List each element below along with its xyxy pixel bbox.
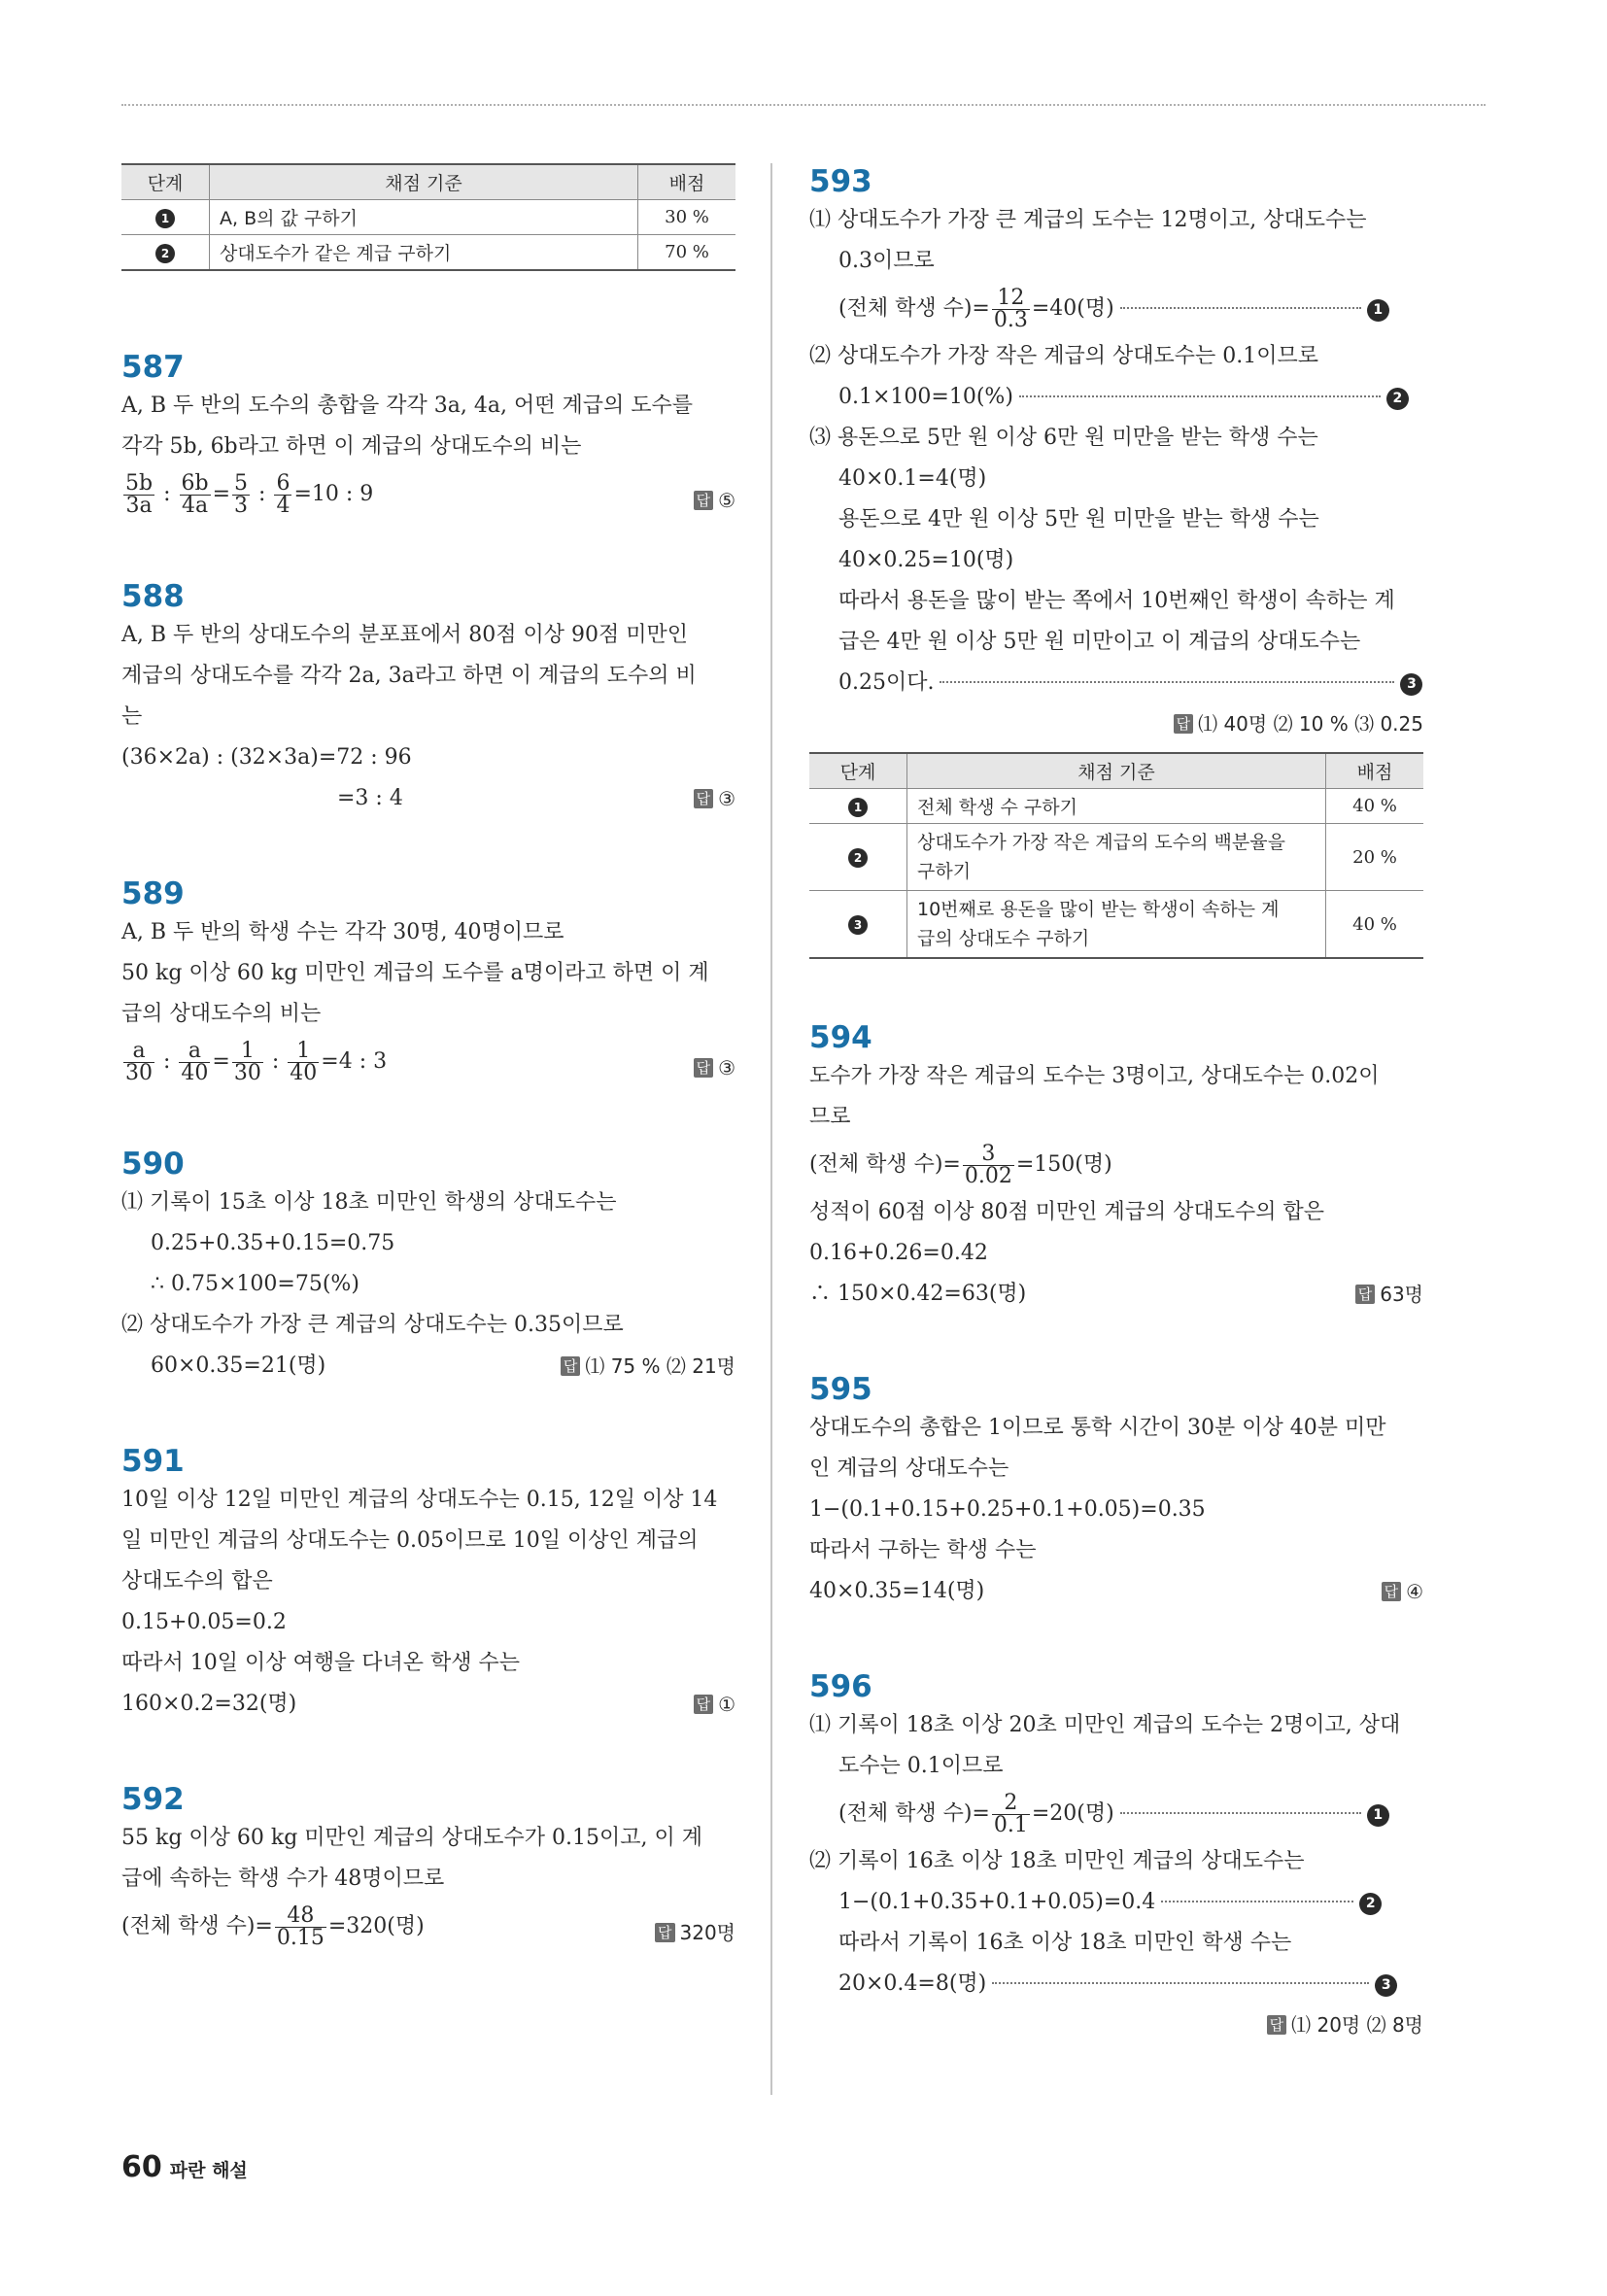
problem-number: 589 xyxy=(121,876,185,911)
solution-line: 므로 xyxy=(809,1105,851,1129)
solution-line: A, B 두 반의 학생 수는 각각 30명, 40명이므로 xyxy=(121,920,564,944)
fraction-denominator: 4a xyxy=(182,493,209,518)
criteria-cell xyxy=(907,789,1326,824)
score-cell: 30 % xyxy=(638,200,736,235)
equation-result: =150(명) xyxy=(1015,1152,1112,1177)
answer-badge: 답 xyxy=(694,1058,714,1078)
answer-badge: 답 xyxy=(1174,714,1194,734)
step-header: 단계 xyxy=(809,753,907,789)
solution-line: 용돈으로 4만 원 이상 5만 원 미만을 받는 학생 수는 xyxy=(838,507,1319,531)
answer-value: 63명 xyxy=(1380,1283,1423,1306)
solution-line: ⑵ 기록이 16초 이상 18초 미만인 계급의 상대도수는 xyxy=(809,1849,1305,1873)
solution-line: 급의 상대도수의 비는 xyxy=(121,1002,322,1026)
solution-text: 0.1×100=10(%) xyxy=(838,385,1013,409)
solution-line xyxy=(809,377,1423,418)
leader-dots xyxy=(1120,1812,1361,1814)
fraction-denominator: 0.3 xyxy=(993,307,1028,332)
step-mark-1-icon: 1 xyxy=(1367,1804,1389,1827)
criteria-header: 채점 기준 xyxy=(907,753,1326,789)
grading-row xyxy=(809,891,1423,959)
solution-line: 따라서 구하는 학생 수는 xyxy=(809,1538,1037,1562)
problem-596 xyxy=(809,1668,1423,2045)
problem-number: 593 xyxy=(809,164,872,199)
column-divider xyxy=(770,163,772,2095)
solution-text: 0.25이다. xyxy=(838,670,935,695)
solution-line: 급은 4만 원 이상 5만 원 미만이고 이 계급의 상대도수는 xyxy=(838,630,1361,654)
step-mark-1-icon: 1 xyxy=(1367,299,1389,322)
problem-number: 587 xyxy=(121,350,185,385)
solution-equation xyxy=(121,467,735,522)
fraction-numerator: a xyxy=(179,1041,210,1063)
equation-lhs: (전체 학생 수)= xyxy=(121,1914,273,1938)
answer-badge: 답 xyxy=(1355,1285,1376,1304)
grading-row xyxy=(809,789,1423,824)
problem-number: 594 xyxy=(809,1020,872,1055)
grading-row xyxy=(121,200,735,235)
fraction-numerator: 6 xyxy=(276,470,291,496)
solution-line: 0.15+0.05=0.2 xyxy=(121,1610,287,1634)
fraction-denominator: 3 xyxy=(234,493,249,518)
solution-line: ⑵ 상대도수가 가장 작은 계급의 상대도수는 0.1이므로 xyxy=(809,344,1318,368)
solution-line xyxy=(809,663,1423,703)
solution-line: A, B 두 반의 상대도수의 분포표에서 80점 이상 90점 미만인 xyxy=(121,623,689,647)
answer-value: ④ xyxy=(1406,1580,1423,1603)
answer-badge: 답 xyxy=(1267,2015,1287,2035)
problem-number: 595 xyxy=(809,1372,872,1407)
answer-line xyxy=(809,2005,1423,2045)
criteria-header: 채점 기준 xyxy=(210,164,638,200)
solution-text: 160×0.2=32(명) xyxy=(121,1692,297,1716)
equals-sign: = xyxy=(212,482,231,506)
left-column xyxy=(121,163,735,1954)
solution-line: 따라서 10일 이상 여행을 다녀온 학생 수는 xyxy=(121,1651,520,1675)
fraction-denominator: 40 xyxy=(290,1060,318,1085)
solution-line: 일 미만인 계급의 상대도수는 0.05이므로 10일 이상인 계급의 xyxy=(121,1528,699,1553)
score-cell: 70 % xyxy=(638,235,736,271)
fraction-denominator: 0.15 xyxy=(276,1925,325,1950)
solution-equation xyxy=(121,1900,735,1954)
solution-line: 10일 이상 12일 미만인 계급의 상대도수는 0.15, 12일 이상 14 xyxy=(121,1488,718,1512)
equation-lhs: (전체 학생 수)= xyxy=(838,296,990,321)
step-mark-2-icon: 2 xyxy=(1359,1893,1382,1915)
score-cell: 40 % xyxy=(1326,789,1424,824)
grading-table-header xyxy=(809,753,1423,789)
problem-593 xyxy=(809,163,1423,959)
criteria-text: 10번째로 용돈을 많이 받는 학생이 속하는 계 xyxy=(917,899,1280,920)
ratio-separator: : xyxy=(258,482,266,506)
answer-value: ⑤ xyxy=(718,489,735,512)
solution-text: 1−(0.1+0.35+0.1+0.05)=0.4 xyxy=(838,1890,1156,1914)
step-header: 단계 xyxy=(121,164,210,200)
answer xyxy=(1174,703,1423,744)
problem-number: 592 xyxy=(121,1782,185,1817)
solution-line: 따라서 용돈을 많이 받는 쪽에서 10번째인 학생이 속하는 계 xyxy=(838,589,1395,613)
solution-line xyxy=(809,1882,1423,1923)
problem-number: 588 xyxy=(121,579,185,614)
solution-line xyxy=(121,1684,735,1725)
answer-value: ① xyxy=(718,1693,735,1716)
answer-line xyxy=(809,703,1423,744)
criteria-text: 급의 상대도수 구하기 xyxy=(917,928,1090,949)
problem-588 xyxy=(121,578,735,819)
answer xyxy=(655,1905,735,1960)
step-mark: 2 xyxy=(155,244,175,263)
problem-592 xyxy=(121,1781,735,1954)
answer-badge: 답 xyxy=(694,491,714,510)
solution-line: 따라서 기록이 16초 이상 18초 미만인 학생 수는 xyxy=(838,1931,1292,1955)
step-mark: 1 xyxy=(155,209,175,228)
criteria-cell: 상대도수가 같은 계급 구하기 xyxy=(210,235,638,271)
header-rule xyxy=(121,104,1486,106)
problem-587 xyxy=(121,349,735,522)
step-mark-3-icon: 3 xyxy=(1400,673,1422,696)
equals-sign: = xyxy=(212,1049,230,1074)
solution-line: A, B 두 반의 도수의 총합을 각각 3a, 4a, 어떤 계급의 도수를 xyxy=(121,394,693,418)
fraction-denominator: 30 xyxy=(125,1060,153,1085)
solution-line: 인 계급의 상대도수는 xyxy=(809,1456,1009,1481)
problem-number: 591 xyxy=(121,1444,185,1479)
solution-line: 40×0.25=10(명) xyxy=(838,548,1014,572)
fraction-numerator: 12 xyxy=(992,288,1030,310)
solution-line xyxy=(809,1571,1423,1612)
grading-row xyxy=(121,235,735,271)
step-mark: 3 xyxy=(848,915,868,935)
solution-equation xyxy=(121,1035,735,1089)
solution-line: 0.3이므로 xyxy=(838,249,935,273)
solution-line: 1−(0.1+0.15+0.25+0.1+0.05)=0.35 xyxy=(809,1497,1206,1522)
step-mark-3-icon: 3 xyxy=(1375,1974,1397,1997)
answer xyxy=(694,778,735,819)
fraction-numerator: 5b xyxy=(125,470,154,496)
grading-row xyxy=(809,824,1423,891)
fraction-denominator: 4 xyxy=(276,493,291,518)
fraction-denominator: 3a xyxy=(125,493,153,518)
solution-line: ⑴ 기록이 18초 이상 20초 미만인 계급의 도수는 2명이고, 상대 xyxy=(809,1713,1401,1737)
answer-value: ③ xyxy=(718,1056,735,1079)
criteria-cell xyxy=(907,891,1326,959)
answer xyxy=(694,1684,735,1725)
solution-line xyxy=(121,1346,735,1387)
solution-text: 40×0.35=14(명) xyxy=(809,1579,985,1603)
criteria-text: 상대도수가 가장 작은 계급의 도수의 백분율을 xyxy=(917,832,1285,853)
problem-590 xyxy=(121,1146,735,1387)
problem-number: 590 xyxy=(121,1147,185,1182)
fraction-numerator: 6b xyxy=(181,470,209,496)
equation-lhs: (전체 학생 수)= xyxy=(809,1152,961,1177)
section-label: 파란 해설 xyxy=(169,2160,248,2181)
fraction-denominator: 40 xyxy=(181,1060,209,1085)
solution-line: 55 kg 이상 60 kg 미만인 계급의 상대도수가 0.15이고, 이 계 xyxy=(121,1826,703,1850)
fraction-denominator: 30 xyxy=(233,1060,261,1085)
equation-result: =40(명) xyxy=(1031,296,1114,321)
answer xyxy=(1267,2005,1423,2045)
answer-badge: 답 xyxy=(655,1923,675,1942)
solution-equation xyxy=(809,1787,1423,1841)
solution-text: =3 : 4 xyxy=(337,786,403,810)
equation-result: =320(명) xyxy=(327,1914,425,1938)
fraction-numerator: 1 xyxy=(288,1041,319,1063)
leader-dots xyxy=(1019,395,1381,397)
score-header: 배점 xyxy=(638,164,736,200)
solution-equation xyxy=(809,282,1423,336)
answer-value: ⑴ 75 % ⑵ 21명 xyxy=(585,1354,735,1378)
step-mark: 1 xyxy=(848,798,868,817)
fraction-numerator: a xyxy=(123,1041,154,1063)
solution-line: 상대도수의 합은 xyxy=(121,1569,273,1593)
criteria-cell: A, B의 값 구하기 xyxy=(210,200,638,235)
solution-line xyxy=(809,1274,1423,1315)
answer xyxy=(1355,1274,1423,1315)
step-mark: 2 xyxy=(848,848,868,868)
ratio-separator: : xyxy=(163,482,171,506)
solution-line: 는 xyxy=(121,704,143,729)
solution-line: 0.16+0.26=0.42 xyxy=(809,1241,988,1265)
problem-589 xyxy=(121,875,735,1089)
solution-line: ⑵ 상대도수가 가장 큰 계급의 상대도수는 0.35이므로 xyxy=(121,1313,624,1337)
solution-line: 40×0.1=4(명) xyxy=(838,466,987,491)
criteria-text: 구하기 xyxy=(917,861,972,882)
fraction-denominator: 0.1 xyxy=(993,1812,1028,1837)
answer-badge: 답 xyxy=(1382,1582,1402,1601)
solution-line: 계급의 상대도수를 각각 2a, 3a라고 하면 이 계급의 도수의 비 xyxy=(121,664,697,688)
equation-result: =10 : 9 xyxy=(293,482,374,506)
problem-594 xyxy=(809,1019,1423,1315)
answer xyxy=(694,1041,735,1095)
ratio-separator: : xyxy=(163,1049,171,1074)
right-column xyxy=(809,163,1423,2045)
criteria-cell xyxy=(907,824,1326,891)
problem-595 xyxy=(809,1371,1423,1612)
grading-table-586 xyxy=(121,163,735,271)
answer-badge: 답 xyxy=(694,789,714,808)
problem-number: 596 xyxy=(809,1669,872,1704)
solution-text: 60×0.35=21(명) xyxy=(151,1354,326,1378)
solution-line: ∴ 0.75×100=75(%) xyxy=(151,1272,359,1296)
leader-dots xyxy=(940,681,1394,683)
answer-value: ③ xyxy=(718,787,735,810)
score-cell: 20 % xyxy=(1326,824,1424,891)
equation-lhs: (전체 학생 수)= xyxy=(838,1801,990,1826)
solution-line: 도수가 가장 작은 계급의 도수는 3명이고, 상대도수는 0.02이 xyxy=(809,1064,1380,1088)
solution-line: (36×2a) : (32×3a)=72 : 96 xyxy=(121,745,412,770)
grading-table-593 xyxy=(809,752,1423,959)
solution-line: 급에 속하는 학생 수가 48명이므로 xyxy=(121,1867,445,1891)
fraction-numerator: 2 xyxy=(992,1793,1030,1815)
fraction-numerator: 5 xyxy=(234,470,249,496)
solution-line: 도수는 0.1이므로 xyxy=(838,1754,1004,1778)
step-mark-2-icon: 2 xyxy=(1386,388,1409,410)
score-header: 배점 xyxy=(1326,753,1424,789)
solution-text: ∴ 150×0.42=63(명) xyxy=(809,1282,1027,1306)
answer-value: ⑴ 20명 ⑵ 8명 xyxy=(1291,2013,1423,2037)
solution-line: 상대도수의 총합은 1이므로 통학 시간이 30분 이상 40분 미만 xyxy=(809,1416,1386,1440)
answer-value: ⑴ 40명 ⑵ 10 % ⑶ 0.25 xyxy=(1198,712,1423,736)
fraction-denominator: 0.02 xyxy=(964,1163,1012,1188)
solution-equation xyxy=(809,1138,1423,1192)
answer-value: 320명 xyxy=(679,1921,735,1944)
solution-text: 20×0.4=8(명) xyxy=(838,1971,987,1996)
solution-line: ⑴ 상대도수가 가장 큰 계급의 도수는 12명이고, 상대도수는 xyxy=(809,208,1367,232)
leader-dots xyxy=(1120,307,1361,309)
solution-line: 성적이 60점 이상 80점 미만인 계급의 상대도수의 합은 xyxy=(809,1200,1324,1224)
equation-result: =4 : 3 xyxy=(321,1049,388,1074)
answer xyxy=(694,473,735,528)
solution-line: ⑴ 기록이 15초 이상 18초 미만인 학생의 상대도수는 xyxy=(121,1190,617,1215)
leader-dots xyxy=(992,1982,1369,1984)
page-footer xyxy=(121,2150,248,2184)
solution-line: 각각 5b, 6b라고 하면 이 계급의 상대도수의 비는 xyxy=(121,434,582,459)
problem-591 xyxy=(121,1443,735,1725)
fraction-numerator: 3 xyxy=(963,1144,1014,1166)
equation-result: =20(명) xyxy=(1031,1801,1114,1826)
leader-dots xyxy=(1161,1901,1353,1902)
answer xyxy=(561,1346,735,1387)
solution-line xyxy=(809,1964,1423,2005)
answer-badge: 답 xyxy=(561,1356,581,1376)
answer xyxy=(1382,1571,1423,1612)
fraction-numerator: 48 xyxy=(275,1905,326,1928)
answer-badge: 답 xyxy=(694,1695,714,1714)
grading-table-header xyxy=(121,164,735,200)
page-number: 60 xyxy=(121,2150,162,2184)
ratio-separator: : xyxy=(271,1049,280,1074)
solution-line: 50 kg 이상 60 kg 미만인 계급의 도수를 a명이라고 하면 이 계 xyxy=(121,961,709,985)
solution-line: ⑶ 용돈으로 5만 원 이상 6만 원 미만을 받는 학생 수는 xyxy=(809,426,1318,450)
score-cell: 40 % xyxy=(1326,891,1424,959)
fraction-numerator: 1 xyxy=(232,1041,263,1063)
solution-line: 0.25+0.35+0.15=0.75 xyxy=(151,1231,395,1255)
criteria-text: 전체 학생 수 구하기 xyxy=(917,797,1077,818)
solution-line xyxy=(121,778,735,819)
